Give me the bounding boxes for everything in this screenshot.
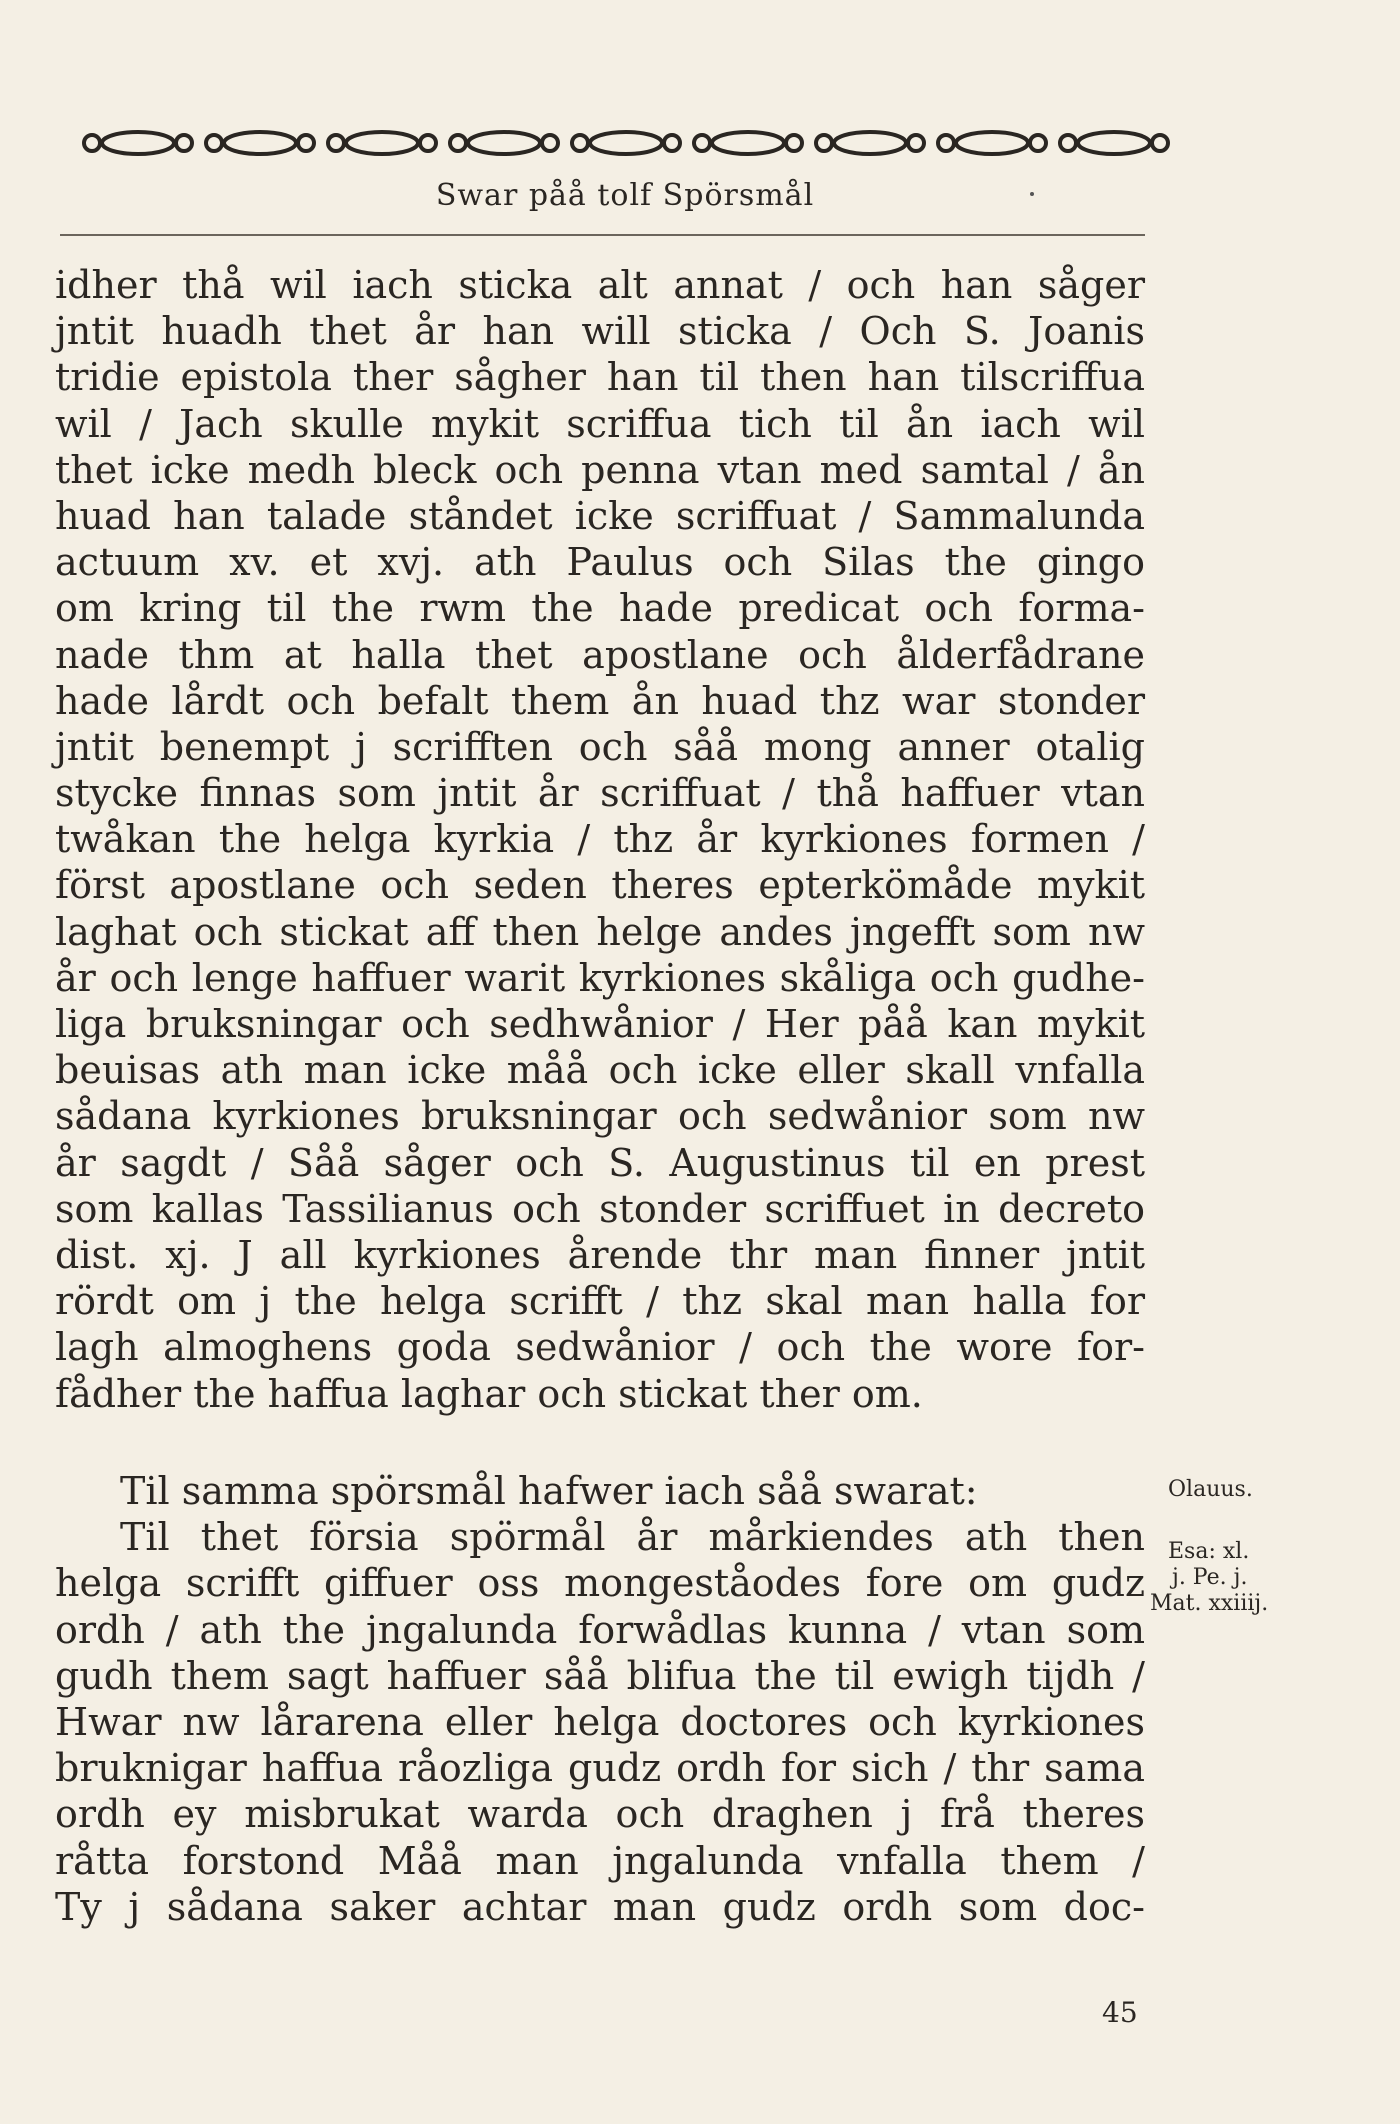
text-line: thet icke medh bleck och penna vtan med samtal / ån: [55, 447, 1145, 492]
text-line: liga bruksningar och sedhwånior / Her påå kan mykit: [55, 1002, 1145, 1046]
text-line: twåkan the helga kyrkia / thz år kyrkiones formen /: [55, 817, 1145, 862]
margin-note-olauus: Olauus.: [1168, 1477, 1253, 1502]
text-line: bruknigar haffua råozliga gudz ordh for sich / thr sama: [55, 1746, 1145, 1791]
text-line: wil / Jach skulle mykit scriffua tich til ån iach wil: [55, 401, 1145, 446]
text-line: actuum xv. et xvj. ath Paulus och Silas the gingo: [55, 540, 1145, 585]
text-line: ordh ey misbrukat warda och draghen j frå theres: [55, 1792, 1145, 1837]
text-line: först apostlane och seden theres epterkömåde mykit: [55, 863, 1145, 908]
text-line: stycke finnas som jntit år scriffuat / thå haffuer vtan: [55, 771, 1145, 816]
paragraph-1: [55, 262, 1145, 1417]
paragraph-2: [55, 1468, 1145, 1930]
text-line: jntit huadh thet år han will sticka / Och S. Joanis: [55, 309, 1145, 354]
text-line: beuisas ath man icke måå och icke eller skall vnfalla: [55, 1048, 1145, 1093]
text-line: som kallas Tassilianus och stonder scriffuet in decreto: [55, 1186, 1145, 1231]
margin-note-pe: j. Pe. j.: [1172, 1565, 1248, 1590]
margin-note-mat: Mat. xxiiij.: [1150, 1591, 1269, 1616]
page-number: 45: [1102, 1996, 1138, 2029]
text-line: rördt om j the helga scrifft / thz skal man halla for: [55, 1279, 1145, 1324]
text-line: lagh almoghens goda sedwånior / och the wore for-: [55, 1325, 1145, 1370]
text-line: huad han talade ståndet icke scriffuat / Sammalunda: [55, 493, 1145, 538]
text-line: Til thet försia spörmål år mårkiendes ath then: [120, 1515, 1145, 1560]
text-line: sådana kyrkiones bruksningar och sedwånior som nw: [55, 1094, 1145, 1139]
text-line: råtta forstond Måå man jngalunda vnfalla them /: [55, 1838, 1145, 1883]
text-line: laghat och stickat aff then helge andes jngefft som nw: [55, 909, 1145, 954]
text-line: idher thå wil iach sticka alt annat / och han såger: [55, 263, 1145, 307]
margin-note-esa: Esa: xl.: [1168, 1539, 1250, 1564]
text-line: hade lårdt och befalt them ån huad thz war stonder: [55, 678, 1145, 723]
text-line: år sagdt / Såå såger och S. Augustinus til en prest: [55, 1140, 1145, 1185]
ink-dot: [1030, 192, 1034, 196]
text-line: år och lenge haffuer warit kyrkiones skåliga och gudhe-: [55, 955, 1145, 1000]
text-line: jntit benempt j scrifften och såå mong anner otalig: [55, 724, 1145, 769]
text-line: nade thm at halla thet apostlane och ålderfådrane: [55, 632, 1145, 677]
text-line: Ty j sådana saker achtar man gudz ordh som doc-: [55, 1884, 1145, 1929]
text-line: Hwar nw lårarena eller helga doctores och kyrkiones: [55, 1699, 1145, 1744]
text-line: helga scrifft giffuer oss mongeståodes fore om gudz: [55, 1561, 1145, 1606]
header-rule: [60, 234, 1145, 236]
text-line: dist. xj. J all kyrkiones årende thr man finner jntit: [55, 1232, 1145, 1277]
text-line: ordh / ath the jngalunda forwådlas kunna / vtan som: [55, 1607, 1145, 1652]
text-line: fådher the haffua laghar och stickat ther om.: [55, 1371, 923, 1416]
text-line: gudh them sagt haffuer såå blifua the til ewigh tijdh /: [55, 1653, 1145, 1698]
text-line: tridie epistola ther sågher han til then han tilscriffua: [55, 355, 1145, 400]
text-line: om kring til the rwm the hade predicat och forma-: [55, 586, 1145, 631]
header-ornament: [80, 124, 1170, 162]
text-line: Til samma spörsmål hafwer iach såå swarat:: [120, 1469, 978, 1513]
running-head: Swar påå tolf Spörsmål: [435, 178, 815, 213]
